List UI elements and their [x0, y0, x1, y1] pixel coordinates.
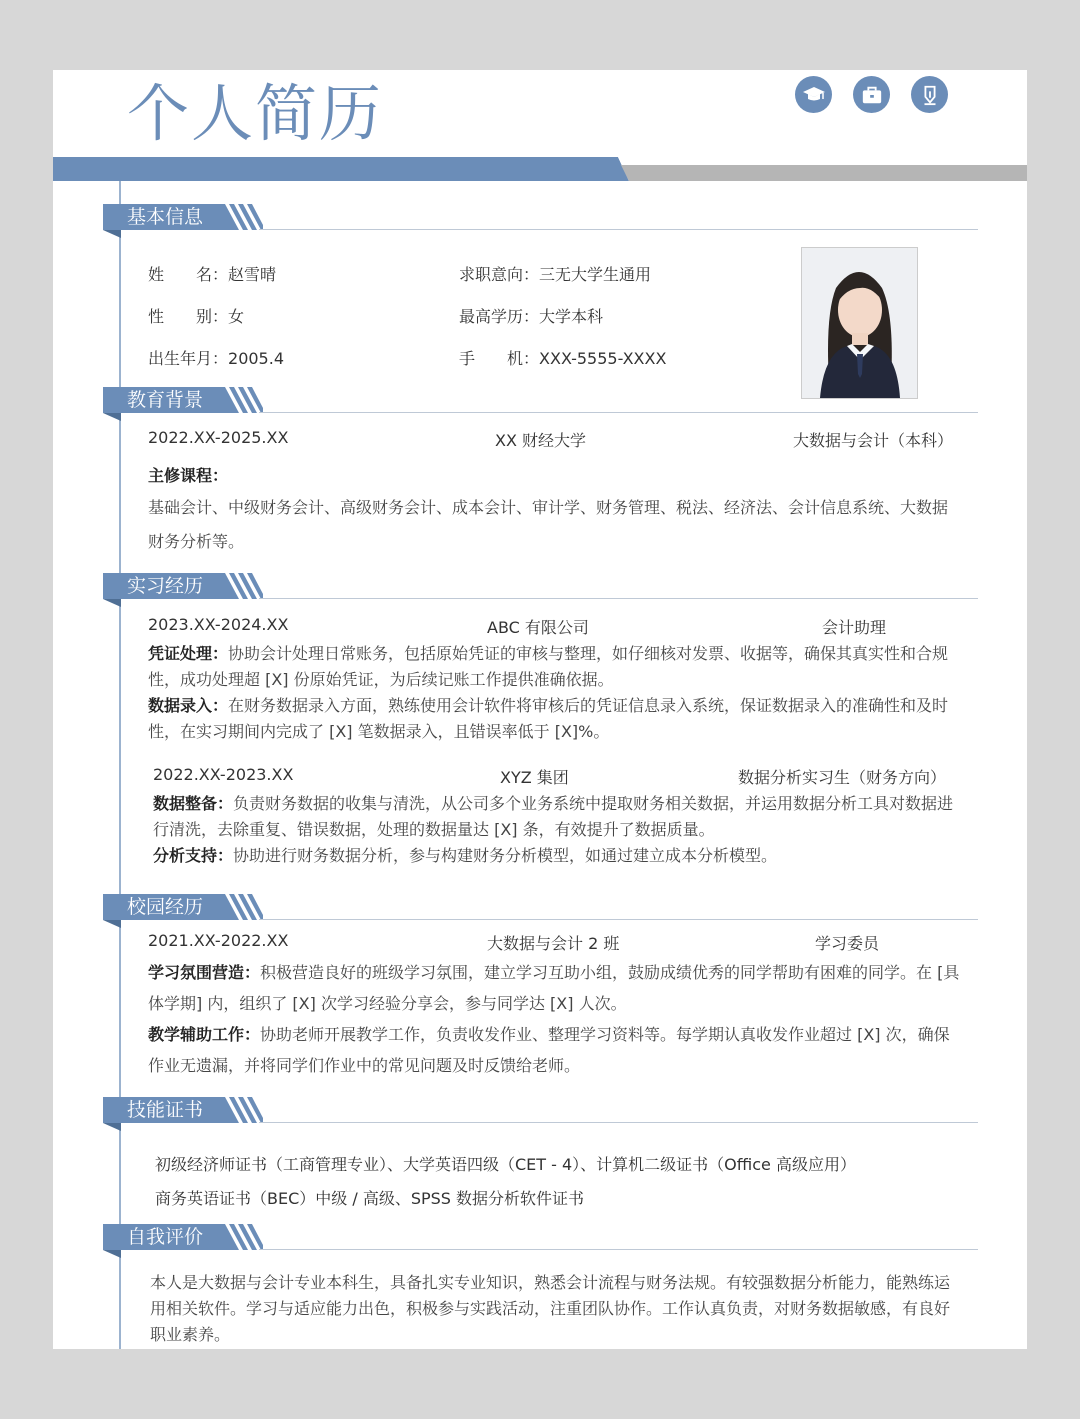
graduation-cap-icon	[795, 76, 832, 113]
self-eval-text: 本人是大数据与会计专业本科生，具备扎实专业知识，熟悉会计流程与财务法规。有较强数据分析能力，能熟练运用相关软件。学习与适应能力出色，积极参与实践活动，注重团队协作。工作认真负责，对财务数据敏感，有良好职业素养。	[150, 1273, 951, 1344]
intern2-role: 数据分析实习生（财务方向）	[738, 768, 947, 787]
edu-date: 2022.XX-2025.XX	[148, 428, 289, 447]
skills-line2: 商务英语证书（BEC）中级 / 高级、SPSS 数据分析软件证书	[155, 1189, 585, 1208]
intern1-item2: 数据录入：在财务数据录入方面，熟练使用会计软件将审核后的凭证信息录入系统，保证数据录入的准确性和及时性，在实习期间内完成了 [X] 笔数据录入，且错误率低于 [X]%。	[148, 696, 949, 741]
resume-page	[53, 70, 1027, 1349]
phone-field: 手 机：XXX-5555-XXXX	[459, 349, 667, 368]
section-title-self: 自我评价	[127, 1226, 204, 1248]
birth-field: 出生年月：2005.4	[148, 349, 284, 368]
intern2-item1: 数据整备：负责财务数据的收集与清洗，从公司多个业务系统中提取财务相关数据，并运用数据分析工具对数据进行清洗，去除重复、错误数据，处理的数据量达 [X] 条，有效提升了数据质量。	[153, 794, 954, 839]
intern1-company: ABC 有限公司	[487, 618, 589, 637]
intern2-item2: 分析支持：协助进行财务数据分析，参与构建财务分析模型，如通过建立成本分析模型。	[153, 846, 778, 865]
left-timeline-line	[119, 181, 121, 1349]
gender-field: 性 别：女	[148, 307, 245, 326]
campus-class: 大数据与会计 2 班	[487, 934, 620, 953]
section-title-internship: 实习经历	[127, 575, 204, 597]
campus-item2: 教学辅助工作：协助老师开展教学工作，负责收发作业、整理学习资料等。每学期认真收发作业超过 [X] 次，确保作业无遗漏，并将同学们作业中的常见问题及时反馈给老师。	[148, 1025, 950, 1075]
campus-item1: 学习氛围营造：积极营造良好的班级学习氛围，建立学习互助小组，鼓励成绩优秀的同学帮助有困难的同学。在 [具体学期] 内，组织了 [X] 次学习经验分享会，参与同学达 [X] 人次。	[148, 963, 960, 1013]
section-header-education	[103, 387, 978, 413]
section-title-campus: 校园经历	[127, 896, 204, 918]
campus-date: 2021.XX-2022.XX	[148, 931, 289, 950]
skills-line1: 初级经济师证书（工商管理专业）、大学英语四级（CET - 4）、计算机二级证书（Office 高级应用）	[155, 1155, 856, 1174]
header-band	[53, 157, 1027, 181]
name-field: 姓 名：赵雪晴	[148, 265, 277, 284]
section-header-campus	[103, 894, 978, 920]
section-title-basic: 基本信息	[127, 206, 204, 228]
header-icons	[795, 76, 948, 113]
pen-nib-icon	[911, 76, 948, 113]
briefcase-icon	[853, 76, 890, 113]
page-title: 个人简历	[127, 77, 384, 150]
section-header-basic	[103, 204, 978, 230]
section-header-internship	[103, 573, 978, 599]
edu-major: 大数据与会计（本科）	[792, 431, 953, 450]
campus-role: 学习委员	[815, 934, 880, 953]
courses-label: 主修课程：	[148, 466, 229, 485]
intern1-item1: 凭证处理：协助会计处理日常账务，包括原始凭证的审核与整理，如仔细核对发票、收据等，确保其真实性和合规性，成功处理超 [X] 份原始凭证，为后续记账工作提供准确依据。	[148, 644, 949, 689]
section-header-self	[103, 1224, 978, 1250]
intern1-date: 2023.XX-2024.XX	[148, 615, 289, 634]
intern1-role: 会计助理	[822, 618, 887, 637]
edu-school: XX 财经大学	[495, 431, 587, 450]
courses-text: 基础会计、中级财务会计、高级财务会计、成本会计、审计学、财务管理、税法、经济法、会计信息系统、大数据财务分析等。	[148, 498, 949, 551]
intern2-company: XYZ 集团	[500, 768, 569, 787]
avatar-photo	[801, 247, 918, 399]
degree-field: 最高学历：大学本科	[459, 307, 604, 326]
intern2-date: 2022.XX-2023.XX	[153, 765, 294, 784]
section-title-skills: 技能证书	[127, 1099, 204, 1121]
section-header-skills	[103, 1097, 978, 1123]
intent-field: 求职意向：三无大学生通用	[459, 265, 652, 284]
section-title-education: 教育背景	[127, 389, 204, 411]
